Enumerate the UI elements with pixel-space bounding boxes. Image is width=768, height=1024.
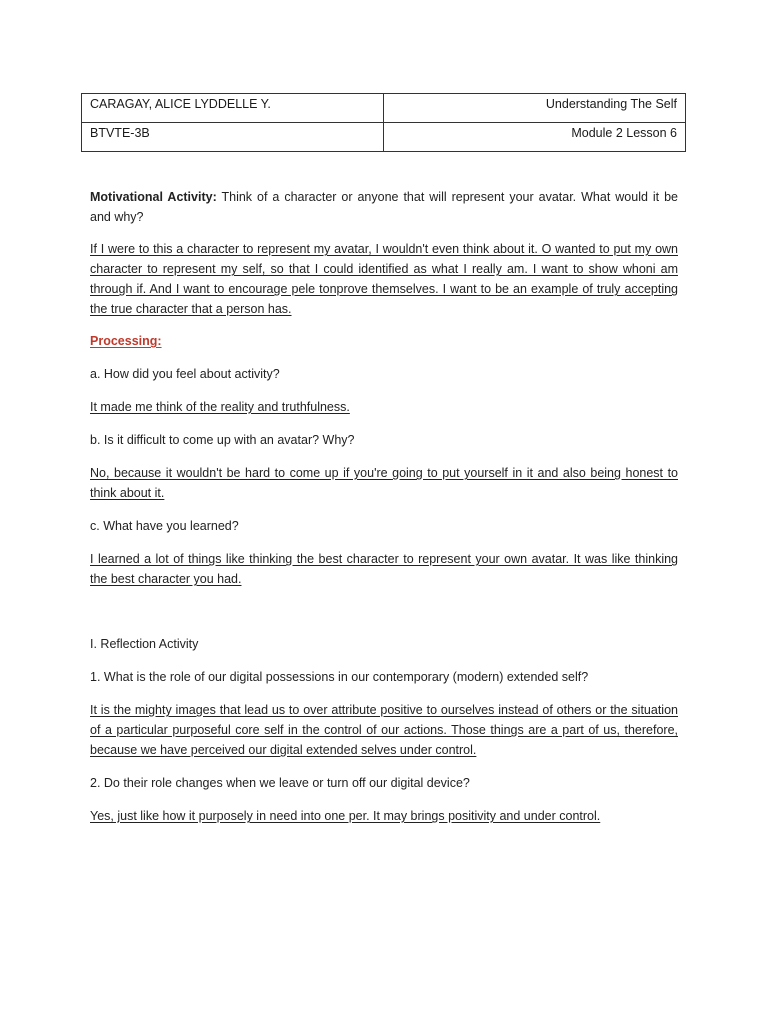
question-1: 1. What is the role of our digital possessions in our contemporary (modern) extended self? [90,670,589,684]
question-b: b. Is it difficult to come up with an avatar? Why? [90,433,355,447]
document-body [90,187,678,826]
processing-heading [90,331,678,351]
motivational-question: Think of a character or anyone that will represent your avatar. What would it be and why? [90,190,679,224]
header-row [82,94,686,123]
answer-b: No, because it wouldn't be hard to come up if you're going to put yourself in it and also being honest to think about it. [90,466,678,500]
motivational-label: Motivational Activity: [90,190,217,204]
module-lesson: Module 2 Lesson 6 [384,123,686,152]
answer-2: Yes, just like how it purposely in need into one per. It may brings positivity and under control. [90,809,601,823]
reflection-heading: I. Reflection Activity [90,637,199,651]
processing-label: Processing: [90,334,162,348]
header-table [81,93,686,152]
motivational-prompt [90,187,678,227]
student-name: CARAGAY, ALICE LYDDELLE Y. [82,94,384,123]
answer-c: I learned a lot of things like thinking the best character to represent your own avatar. It was like thinking the best character you had. [90,552,678,586]
question-2: 2. Do their role changes when we leave or turn off our digital device? [90,776,470,790]
answer-a: It made me think of the reality and truthfulness. [90,400,350,414]
question-a: a. How did you feel about activity? [90,367,280,381]
header-row [82,123,686,152]
subject-title: Understanding The Self [384,94,686,123]
answer-1: It is the mighty images that lead us to over attribute positive to ourselves instead of others or the situation of a particular purposeful core self in the control of our actions. Those things are a part of us, therefore, because we have perceived our digital extended selves under control. [90,703,678,757]
section-code: BTVTE-3B [82,123,384,152]
motivational-answer: If I were to this a character to represent my avatar, I wouldn't even think about it. O wanted to put my own character to represent my self, so that I could identified as what I really am. I want to show whoni am through if. And I want to encourage pele tonprove themselves. I want to be an example of truly accepting the true character that a person has. [90,242,678,316]
question-c: c. What have you learned? [90,519,239,533]
